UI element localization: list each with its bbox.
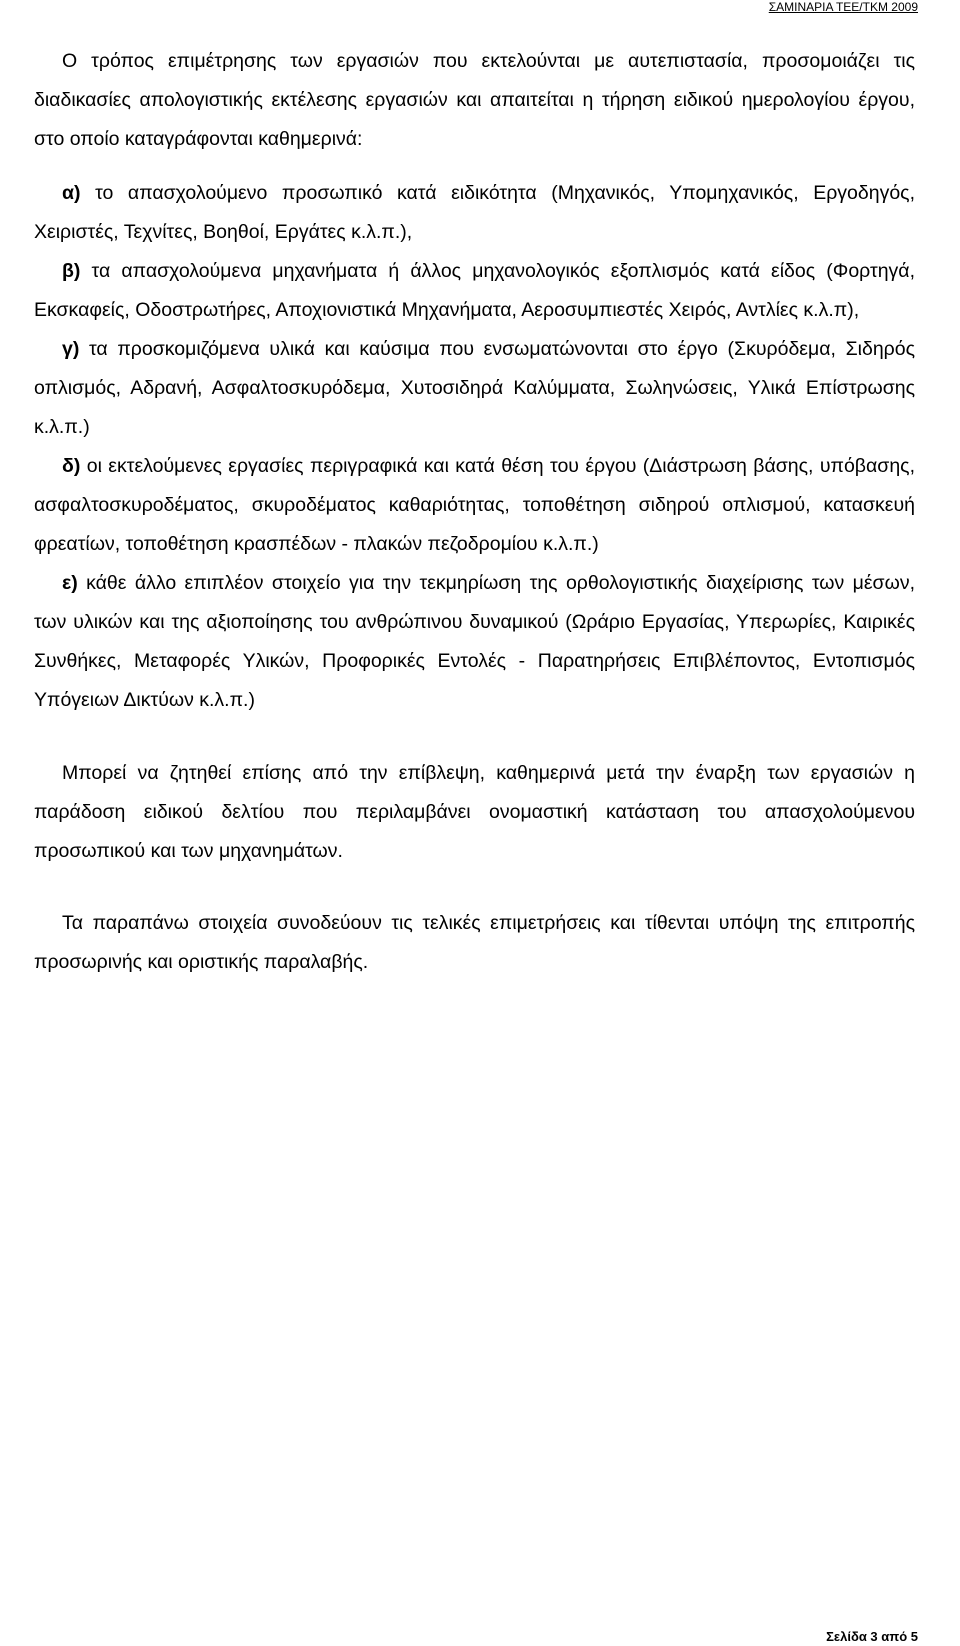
page-number: Σελίδα 3 από 5	[826, 1629, 918, 1644]
page-header: ΣΑΜΙΝΑΡΙΑ ΤΕΕ/ΤΚΜ 2009	[768, 0, 918, 14]
list-item	[34, 174, 915, 252]
paragraph-final-measurements: Τα παραπάνω στοιχεία συνοδεύουν τις τελικές επιμετρήσεις και τίθενται υπόψη της επιτροπής προσωρινής και οριστικής παραλαβής.	[34, 912, 915, 973]
list-item-label: ε)	[62, 572, 78, 594]
list-item	[34, 564, 915, 720]
document-body	[34, 42, 915, 982]
list-item	[34, 252, 915, 330]
list-item-label: γ)	[62, 338, 80, 360]
spacer	[34, 159, 915, 174]
list-item-label: α)	[62, 182, 81, 204]
intro-paragraph: Ο τρόπος επιμέτρησης των εργασιών που εκτελούνται με αυτεπιστασία, προσομοιάζει τις διαδικασίες απολογιστικής εκτέλεσης εργασιών και απαιτείται η τήρηση ειδικού ημερολογίου έργου, στο οποίο καταγράφονται καθημερινά:	[34, 50, 915, 150]
list-item-text: τα απασχολούμενα μηχανήματα ή άλλος μηχανολογικός εξοπλισμός κατά είδος (Φορτηγά, Εκσκαφείς, Οδοστρωτήρες, Αποχιονιστικά Μηχανήματα, Αεροσυμπιεστές Χειρός, Αντλίες κ.λ.π),	[34, 260, 915, 321]
list-item-text: το απασχολούμενο προσωπικό κατά ειδικότητα (Μηχανικός, Υπομηχανικός, Εργοδηγός, Χειριστές, Τεχνίτες, Βοηθοί, Εργάτες κ.λ.π.),	[34, 182, 915, 243]
list-item	[34, 330, 915, 447]
list-item-label: β)	[62, 260, 81, 282]
paragraph-daily-report: Μπορεί να ζητηθεί επίσης από την επίβλεψη, καθημερινά μετά την έναρξη των εργασιών η παράδοση ειδικού δελτίου που περιλαμβάνει ονομαστική κατάσταση του απασχολούμενου προσωπικού και των μηχανημάτων.	[34, 762, 915, 862]
list-item-text: οι εκτελούμενες εργασίες περιγραφικά και κατά θέση του έργου (Διάστρωση βάσης, υπόβασης, ασφαλτοσκυροδέματος, σκυροδέματος καθαριότητας, τοποθέτηση σιδηρού οπλισμού, κατασκευή φρεατίων, τοποθέτηση κρασπέδων - πλακών πεζοδρομίου κ.λ.π.)	[34, 455, 915, 555]
list-item-label: δ)	[62, 455, 81, 477]
list-item-text: τα προσκομιζόμενα υλικά και καύσιμα που ενσωματώνονται στο έργο (Σκυρόδεμα, Σιδηρός οπλισμός, Αδρανή, Ασφαλτοσκυρόδεμα, Χυτοσιδηρά Καλύμματα, Σωληνώσεις, Υλικά Επίστρωσης κ.λ.π.)	[34, 338, 915, 438]
list-item	[34, 447, 915, 564]
list-item-text: κάθε άλλο επιπλέον στοιχείο για την τεκμηρίωση της ορθολογιστικής διαχείρισης των μέσων, των υλικών και της αξιοποίησης του ανθρώπινου δυναμικού (Ωράριο Εργασίας, Υπερωρίες, Καιρικές Συνθήκες, Μεταφορές Υλικών, Προφορικές Εντολές - Παρατηρήσεις Επιβλέποντος, Εντοπισμός Υπόγειων Δικτύων κ.λ.π.)	[34, 572, 915, 711]
spacer	[34, 871, 915, 904]
spacer	[34, 720, 915, 754]
